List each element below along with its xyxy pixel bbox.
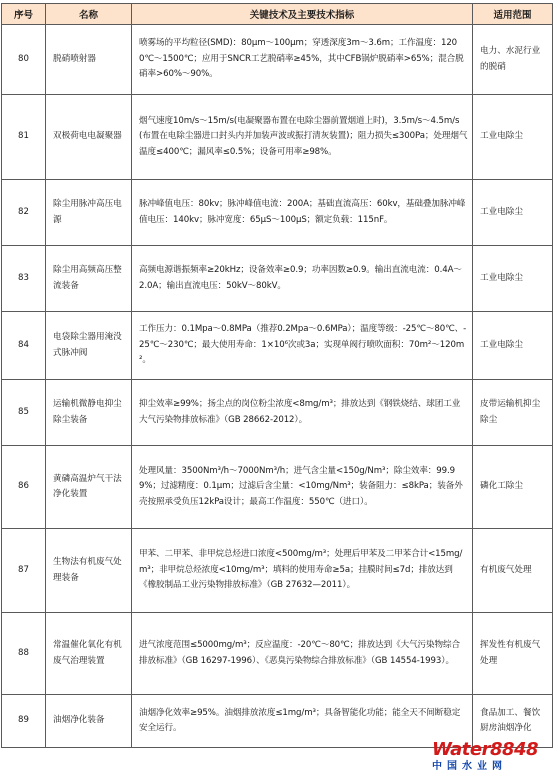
row-name: 双极荷电电凝聚器 [46,95,132,180]
row-name: 常温催化氧化有机废气治理装置 [46,613,132,695]
row-no: 89 [2,695,46,748]
row-scope: 皮带运输机抑尘除尘 [473,380,553,446]
row-spec: 抑尘效率≥99%；扬尘点的岗位粉尘浓度<8mg/m³；排放达到《钢铁烧结、球团工业大气污染物排放标准》（GB 28662-2012）。 [132,380,473,446]
row-scope: 工业电除尘 [473,95,553,180]
table-row [2,95,553,180]
row-scope: 工业电除尘 [473,180,553,246]
row-name: 黄磷高温炉气干法净化装置 [46,446,132,529]
row-name: 生物法有机废气处理装备 [46,529,132,613]
table-row [2,446,553,529]
table-row [2,246,553,312]
row-scope: 挥发性有机废气处理 [473,613,553,695]
row-spec: 烟气速度10m/s～15m/s(电凝聚器布置在电除尘器前置烟道上时)，3.5m/s～4.5m/s(布置在电除尘器进口封头内并加装声波或振打清灰装置)；阻力损失≤300Pa；处理烟气温度≤400℃；漏风率≤0.5%；设备可用率≥98%。 [132,95,473,180]
row-name: 油烟净化装备 [46,695,132,748]
header-spec: 关键技术及主要技术指标 [132,4,473,25]
table-header-row [2,4,553,25]
row-no: 85 [2,380,46,446]
row-no: 81 [2,95,46,180]
header-name: 名称 [46,4,132,25]
row-spec: 工作压力：0.1Mpa～0.8MPa（推荐0.2Mpa～0.6MPa）；温度等级：-25℃～80℃、-25℃～230℃；最大使用寿命：1×10⁶次或3a；实现单阀行喷吹面积：70m²～120m²。 [132,312,473,380]
row-scope: 电力、水泥行业的脱硝 [473,25,553,95]
table-row [2,529,553,613]
row-spec: 高频电源谐振频率≥20kHz；设备效率≥0.9；功率因数≥0.9。输出直流电流：0.4A～2.0A；输出直流电压：50kV～80kV。 [132,246,473,312]
row-no: 86 [2,446,46,529]
technology-table [1,3,553,748]
table-row [2,180,553,246]
row-no: 88 [2,613,46,695]
row-scope: 有机废气处理 [473,529,553,613]
header-no: 序号 [2,4,46,25]
row-no: 87 [2,529,46,613]
row-spec: 处理风量：3500Nm³/h～7000Nm³/h；进气含尘量<150g/Nm³；除尘效率：99.99%；过滤精度：0.1μm；过滤后含尘量：<10mg/Nm³；装备阻力：≤8kPa；装备外壳按照承受负压12kPa设计；最高工作温度：550℃（进口）。 [132,446,473,529]
row-name: 脱硝喷射器 [46,25,132,95]
row-spec: 脉冲峰值电压：80kv；脉冲峰值电流：200A；基础直流高压：60kv，基础叠加脉冲峰值电压：140kv；脉冲宽度：65μS～100μS；额定负载：115nF。 [132,180,473,246]
row-no: 80 [2,25,46,95]
row-scope: 磷化工除尘 [473,446,553,529]
row-name: 除尘用脉冲高压电源 [46,180,132,246]
row-spec: 进气浓度范围≤5000mg/m³；反应温度：-20℃～80℃；排放达到《大气污染物综合排放标准》（GB 16297-1996）、《恶臭污染物综合排放标准》（GB 14554-1993）。 [132,613,473,695]
row-name: 运输机微静电抑尘除尘装备 [46,380,132,446]
table-row [2,312,553,380]
watermark-logo-subtext: 中国水业网 [432,761,507,772]
watermark-logo [432,739,550,772]
row-scope: 工业电除尘 [473,312,553,380]
row-scope: 工业电除尘 [473,246,553,312]
row-no: 82 [2,180,46,246]
row-name: 除尘用高频高压整流装备 [46,246,132,312]
row-spec: 甲苯、二甲苯、非甲烷总烃进口浓度<500mg/m³；处理后甲苯及二甲苯合计<15mg/m³；非甲烷总烃浓度<10mg/m³；填料的使用寿命≥5a；挂膜时间≤7d；排放达到《橡胶制品工业污染物排放标准》（GB 27632—2011）。 [132,529,473,613]
row-name: 电袋除尘器用淹没式脉冲阀 [46,312,132,380]
row-no: 84 [2,312,46,380]
watermark-logo-text: Water8848 [432,739,539,760]
table-row [2,380,553,446]
row-spec: 油烟净化效率≥95%。油烟排放浓度≤1mg/m³；具备智能化功能；能全天不间断稳定安全运行。 [132,695,473,748]
header-scope: 适用范围 [473,4,553,25]
row-scope: 食品加工、餐饮厨房油烟净化 [473,695,553,748]
row-no: 83 [2,246,46,312]
table-row [2,613,553,695]
row-spec: 喷雾场的平均粒径(SMD)：80μm～100μm；穿透深度3m～3.6m；工作温度：1200℃～1500℃；应用于SNCR工艺脱硝率≥45%，其中CFB锅炉脱硝率>65%；混合脱硝率>60%～90%。 [132,25,473,95]
table-row [2,25,553,95]
